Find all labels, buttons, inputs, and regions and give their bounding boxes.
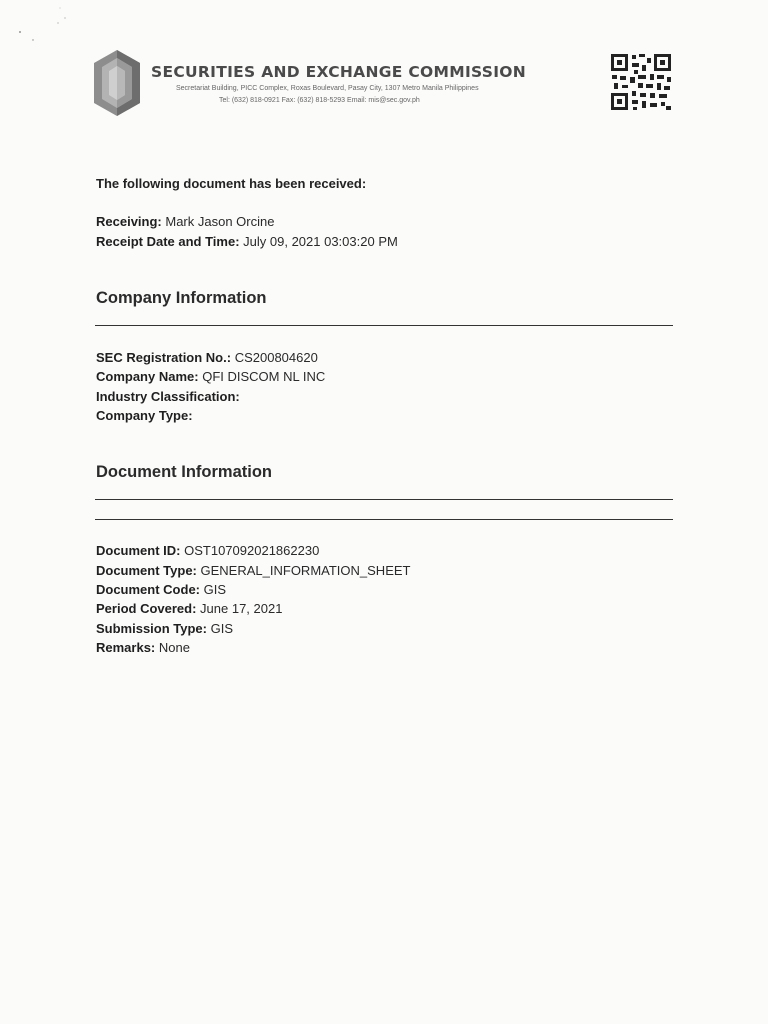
field-row <box>96 350 318 365</box>
company-info-divider <box>95 325 673 326</box>
receipt-datetime-row <box>96 234 398 249</box>
receiving-value: Mark Jason Orcine <box>165 214 275 229</box>
org-contact: Tel: (632) 818-0921 Fax: (632) 818-5293 Email: mis@sec.gov.ph <box>219 97 420 104</box>
field-label: Industry Classification: <box>96 389 240 404</box>
field-label: Document Type: <box>96 563 197 578</box>
company-info-title: Company Information <box>96 289 267 307</box>
document-info-divider <box>95 519 673 520</box>
field-row <box>96 369 325 384</box>
field-value: June 17, 2021 <box>200 601 283 616</box>
document-info-title: Document Information <box>96 463 272 481</box>
field-row <box>96 621 233 636</box>
org-address: Secretariat Building, PICC Complex, Roxas Boulevard, Pasay City, 1307 Metro Manila Philippines <box>176 85 479 92</box>
field-row <box>96 582 226 597</box>
receiving-row <box>96 214 274 229</box>
qr-code-icon <box>610 53 672 111</box>
field-label: Remarks: <box>96 640 156 655</box>
field-value: QFI DISCOM NL INC <box>202 369 326 384</box>
field-row <box>96 408 193 423</box>
field-row <box>96 563 410 578</box>
field-label: Submission Type: <box>96 621 207 636</box>
field-value: CS200804620 <box>234 350 318 365</box>
field-value: GIS <box>203 582 227 597</box>
field-label: Period Covered: <box>96 601 197 616</box>
receipt-datetime-label: Receipt Date and Time: <box>96 234 240 249</box>
field-label: SEC Registration No.: <box>96 350 232 365</box>
org-title: SECURITIES AND EXCHANGE COMMISSION <box>151 63 527 81</box>
field-label: Document ID: <box>96 543 181 558</box>
field-label: Company Type: <box>96 408 193 423</box>
field-value: GIS <box>210 621 234 636</box>
document-info-divider <box>95 499 673 500</box>
field-row <box>96 543 319 558</box>
field-label: Company Name: <box>96 369 199 384</box>
receiving-label: Receiving: <box>96 214 162 229</box>
intro-text: The following document has been received: <box>96 176 367 191</box>
receipt-datetime-value: July 09, 2021 03:03:20 PM <box>243 234 398 249</box>
field-row <box>96 601 282 616</box>
sec-hexagon-logo-icon <box>94 50 140 116</box>
field-label: Document Code: <box>96 582 200 597</box>
field-value: OST107092021862230 <box>184 543 320 558</box>
field-value: GENERAL_INFORMATION_SHEET <box>200 563 411 578</box>
field-value: None <box>158 640 190 655</box>
field-row <box>96 389 240 404</box>
field-row <box>96 640 190 655</box>
